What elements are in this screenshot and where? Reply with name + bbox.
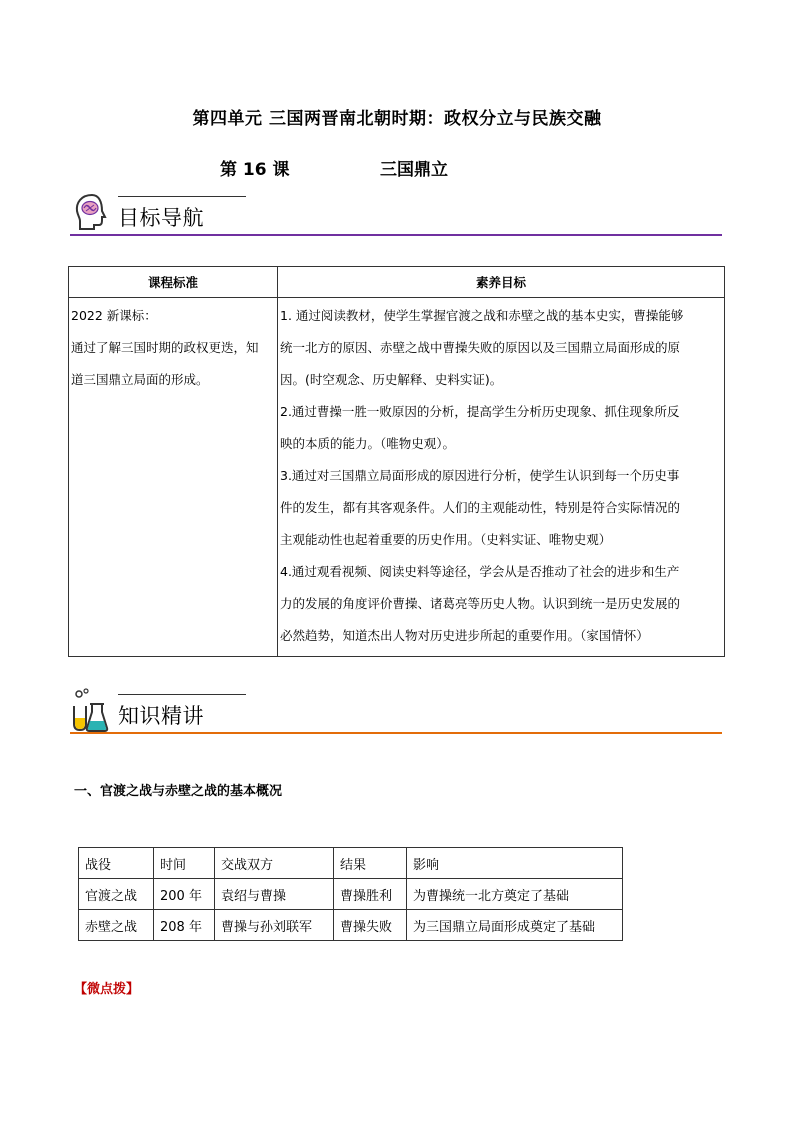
table-header: 课程标准: [69, 267, 278, 298]
section-title: 知识精讲: [118, 704, 204, 728]
table-cell: 袁绍与曹操: [215, 879, 334, 910]
text-line: 1. 通过阅读教材，使学生掌握官渡之战和赤壁之战的基本史实，曹操能够: [280, 308, 684, 323]
table-header: 影响: [407, 848, 623, 879]
curriculum-standard-cell: [69, 298, 278, 657]
text-line: 2.通过曹操一胜一败原因的分析，提高学生分析历史现象、抓住现象所反: [280, 404, 680, 419]
section-title: 目标导航: [118, 206, 204, 230]
text-line: 件的发生，都有其客观条件。人们的主观能动性，特别是符合实际情况的: [280, 500, 681, 515]
text-line: 映的本质的能力。（唯物史观）。: [280, 436, 456, 451]
table-cell: 为曹操统一北方奠定了基础: [407, 879, 623, 910]
text-line: 统一北方的原因、赤壁之战中曹操失败的原因以及三国鼎立局面形成的原: [280, 340, 681, 355]
lesson-number: 第 16 课: [220, 160, 290, 180]
standards-table: [68, 266, 725, 657]
table-cell: 官渡之战: [79, 879, 154, 910]
table-header: 结果: [334, 848, 407, 879]
table-cell: 200 年: [154, 879, 215, 910]
table-cell: 曹操失败: [334, 910, 407, 941]
section-goal-navigation: [70, 196, 722, 236]
table-cell: 曹操与孙刘联军: [215, 910, 334, 941]
tip-label: 【微点拨】: [74, 982, 140, 997]
table-cell: 为三国鼎立局面形成奠定了基础: [407, 910, 623, 941]
text-line: 2022 新课标：: [71, 308, 157, 323]
table-cell: 赤壁之战: [79, 910, 154, 941]
table-row: [79, 879, 623, 910]
table-header: 素养目标: [278, 267, 725, 298]
lesson-name: 三国鼎立: [380, 160, 448, 180]
table-header: 战役: [79, 848, 154, 879]
literacy-goals-cell: [278, 298, 725, 657]
subheading: 一、官渡之战与赤壁之战的基本概况: [74, 784, 283, 799]
text-line: 3.通过对三国鼎立局面形成的原因进行分析，使学生认识到每一个历史事: [280, 468, 680, 483]
section-top-rule: [118, 196, 246, 197]
table-cell: 曹操胜利: [334, 879, 407, 910]
section-top-rule: [118, 694, 246, 695]
text-line: 因。(时空观念、历史解释、史料实证)。: [280, 372, 503, 387]
unit-title: 第四单元 三国两晋南北朝时期：政权分立与民族交融: [192, 109, 602, 129]
section-bottom-rule: [70, 732, 722, 734]
table-cell: 208 年: [154, 910, 215, 941]
text-line: 通过了解三国时期的政权更迭，知: [71, 340, 259, 355]
brain-head-icon: [70, 190, 114, 234]
table-header: 时间: [154, 848, 215, 879]
section-bottom-rule: [70, 234, 722, 236]
text-line: 主观能动性也起着重要的历史作用。（史料实证、唯物史观）: [280, 532, 612, 547]
text-line: 道三国鼎立局面的形成。: [71, 372, 209, 387]
lab-flask-icon: [70, 688, 114, 732]
table-header: 交战双方: [215, 848, 334, 879]
section-knowledge: [70, 694, 722, 734]
text-line: 力的发展的角度评价曹操、诸葛亮等历史人物。认识到统一是历史发展的: [280, 596, 681, 611]
battle-table: [78, 847, 623, 941]
text-line: 必然趋势，知道杰出人物对历史进步所起的重要作用。（家国情怀）: [280, 628, 649, 643]
table-row: [79, 910, 623, 941]
table-header-row: [79, 848, 623, 879]
text-line: 4.通过观看视频、阅读史料等途径，学会从是否推动了社会的进步和生产: [280, 564, 680, 579]
